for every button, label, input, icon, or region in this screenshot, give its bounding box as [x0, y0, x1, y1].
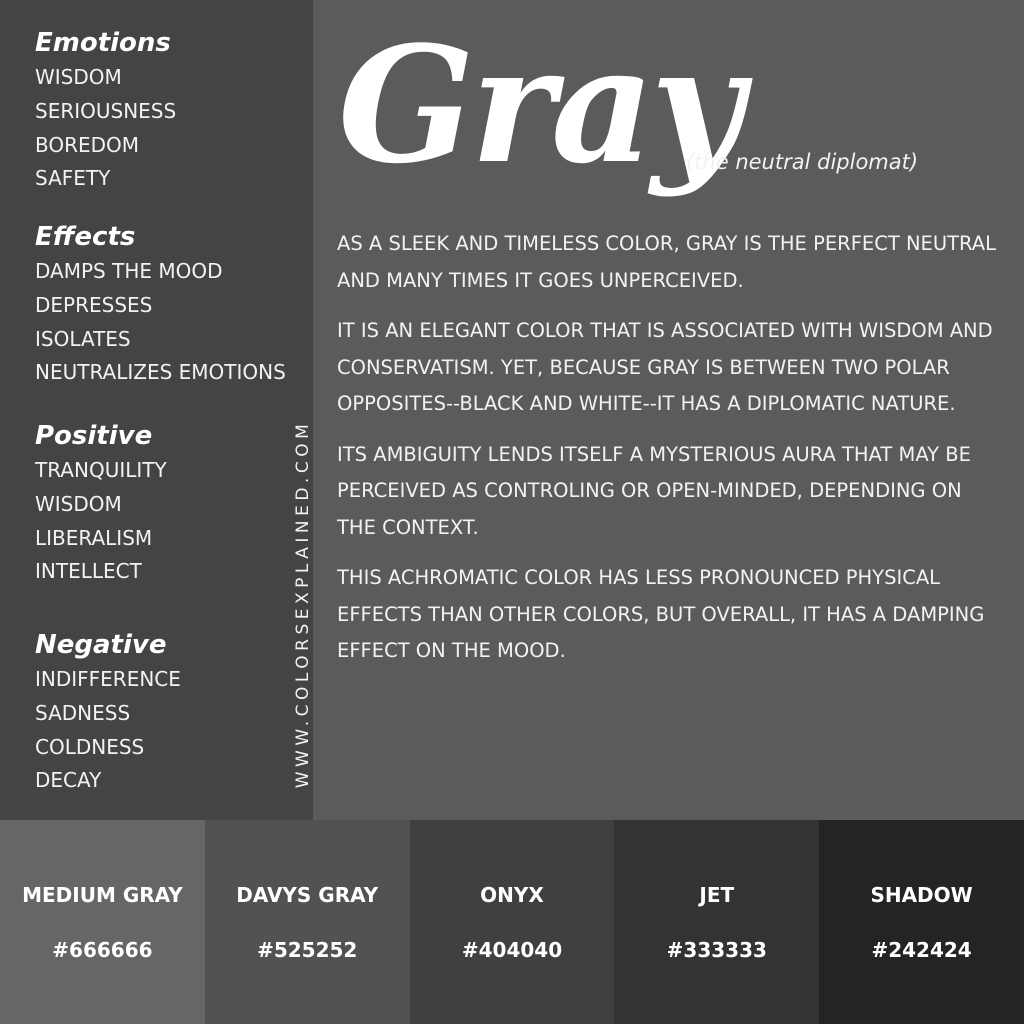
swatch-hex: #525252	[257, 938, 358, 962]
list-item: TRANQUILITY	[35, 458, 167, 482]
section-list	[35, 663, 181, 798]
section-title: Positive	[35, 421, 153, 451]
swatch-shadow	[819, 820, 1024, 1024]
list-item: SADNESS	[35, 700, 131, 725]
swatch-name: DAVYS GRAY	[236, 883, 379, 907]
swatch-name: ONYX	[480, 883, 544, 907]
swatch-jet	[614, 820, 819, 1024]
list-item: DAMPS THE MOOD	[35, 259, 223, 283]
list-item: WISDOM	[35, 491, 122, 516]
paragraph: THIS ACHROMATIC COLOR HAS LESS PRONOUNCED PHYSICAL EFFECTS THAN OTHER COLORS, BUT OVERALL, IT HAS A DAMPING EFFECT ON THE MOOD.	[337, 566, 985, 662]
swatch-onyx	[410, 820, 615, 1024]
watermark	[286, 418, 320, 790]
list-item: WISDOM	[35, 65, 122, 89]
section-title: Negative	[35, 630, 167, 660]
list-item: SERIOUSNESS	[35, 98, 177, 123]
page-subtitle: (the neutral diplomat)	[686, 150, 919, 174]
list-item: BOREDOM	[35, 132, 140, 157]
list-item: DEPRESSES	[35, 292, 153, 317]
swatch-hex: #242424	[871, 938, 972, 962]
list-item: SAFETY	[35, 166, 111, 191]
description	[337, 226, 1002, 684]
watermark-text: WWW.COLORSEXPLAINED.COM	[293, 419, 313, 789]
swatch-name: JET	[699, 883, 735, 907]
section-title: Effects	[35, 222, 136, 252]
swatch-davys-gray	[205, 820, 410, 1024]
list-item: DECAY	[35, 768, 102, 793]
swatch-hex: #333333	[666, 938, 767, 962]
swatch-name: SHADOW	[870, 883, 973, 907]
swatch-name: MEDIUM GRAY	[22, 883, 183, 907]
section-list	[35, 255, 286, 390]
section-effects	[35, 221, 286, 390]
section-emotions	[35, 27, 176, 196]
paragraph: IT IS AN ELEGANT COLOR THAT IS ASSOCIATED WITH WISDOM AND CONSERVATISM. YET, BECAUSE GRAY IS BETWEEN TWO POLAR OPPOSITES--BLACK AND WHITE--IT HAS A DIPLOMATIC NATURE.	[337, 319, 993, 415]
section-list	[35, 61, 176, 196]
section-title: Emotions	[35, 28, 171, 58]
swatch-hex: #404040	[461, 938, 563, 962]
list-item: INTELLECT	[35, 559, 142, 584]
page-title: Gray	[338, 11, 740, 199]
list-item: NEUTRALIZES EMOTIONS	[35, 360, 286, 385]
section-positive	[35, 420, 167, 589]
swatch-hex: #666666	[52, 938, 153, 962]
paragraph: ITS AMBIGUITY LENDS ITSELF A MYSTERIOUS AURA THAT MAY BE PERCEIVED AS CONTROLING OR OPEN-MINDED, DEPENDING ON THE CONTEXT.	[337, 442, 971, 539]
section-list	[35, 454, 167, 589]
list-item: COLDNESS	[35, 734, 145, 759]
swatch-medium-gray	[0, 820, 205, 1024]
section-negative	[35, 629, 181, 798]
list-item: LIBERALISM	[35, 525, 153, 550]
swatch-row	[0, 820, 1024, 1024]
list-item: INDIFFERENCE	[35, 667, 181, 691]
paragraph: AS A SLEEK AND TIMELESS COLOR, GRAY IS THE PERFECT NEUTRAL AND MANY TIMES IT GOES UNPERCEIVED.	[337, 232, 997, 292]
list-item: ISOLATES	[35, 326, 131, 351]
sidebar	[0, 0, 313, 820]
